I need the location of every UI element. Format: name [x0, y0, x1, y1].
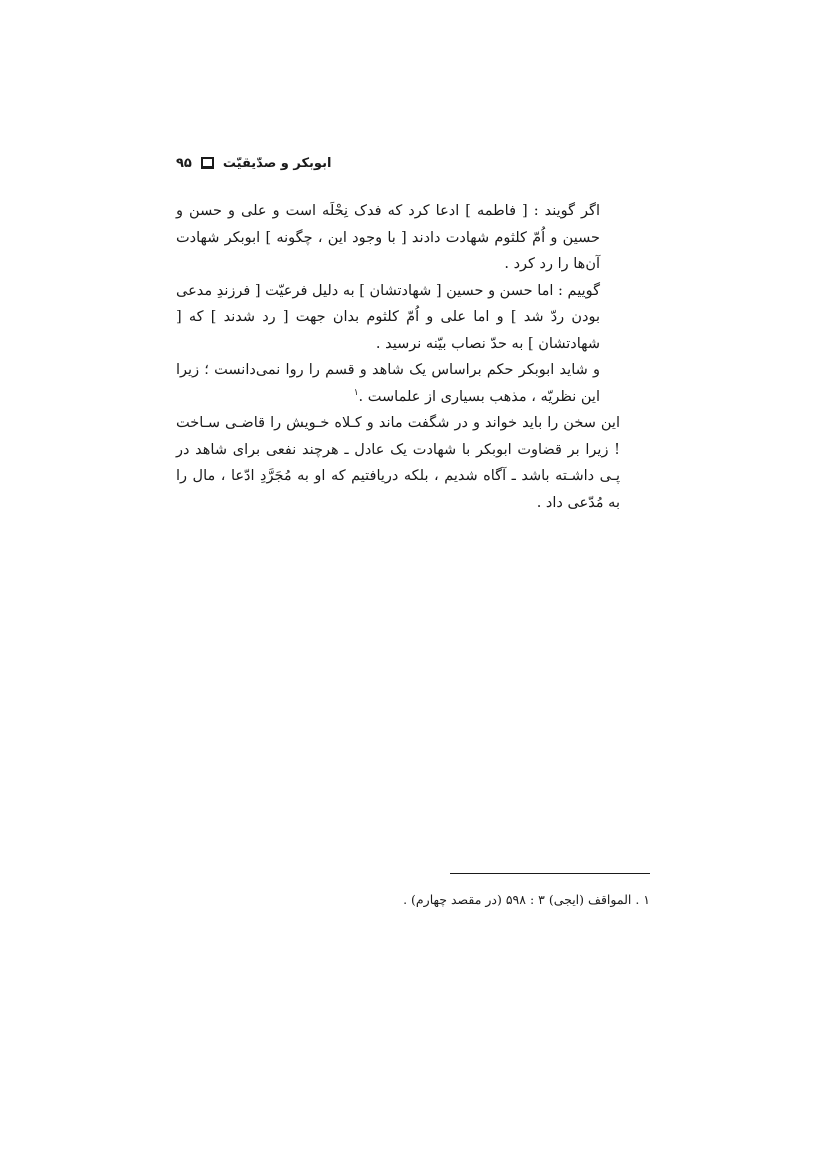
commentary-paragraph: این سخن را باید خواند و در شگفت ماند و کـلاه خـویش را قاضـی سـاخت ! زیرا بر قضاوت ابوبکر با شهادت یک عادل ـ هرچند نفعی برای شاهد در پـی داشـته باشد ـ آگاه شدیم ، بلکه دریافتیم که او به مُجَرَّدِ ادّعا ، مال را به مُدّعی داد . [176, 415, 620, 511]
quote-paragraph-2: گوییم : اما حسن و حسین [ شهادتشان ] به دلیل فرعیّت [ فرزندِ مدعی بودن ردّ شد ] و اما علی و اُمّ کلثوم بدان جهت [ رد شدند ] که [ شهادتشان ] به حدّ نصاب بیّنه نرسید . [176, 282, 600, 352]
book-icon [201, 157, 214, 169]
running-title: ابوبکر و صدّیقیّت [222, 155, 332, 171]
quote-paragraph-1: اگر گویند : [ فاطمه ] ادعا کرد که فدک نِحْلَه است و علی و حسن و حسین و اُمّ کلثوم شهادت دادند [ با وجود این ، چگونه ] ابوبکر شهادت آن‌ها را رد کرد . [176, 203, 600, 272]
page-number: ۹۵ [176, 155, 192, 171]
running-header [176, 152, 650, 174]
footnote: ۱ . المواقف (ایجی) ۳ : ۵۹۸ (در مقصد چهارم) . [403, 892, 650, 907]
quote-paragraph-3 [176, 357, 650, 410]
quote-paragraph-3-text: و شاید ابوبکر حکم براساس یک شاهد و قسم را روا نمی‌دانست ؛ زیرا این نظریّه ، مذهب بسیاری از علماست . [176, 362, 600, 405]
body-text [176, 198, 650, 516]
footnote-reference: ۱ [353, 387, 359, 398]
footnote-divider [450, 873, 650, 874]
